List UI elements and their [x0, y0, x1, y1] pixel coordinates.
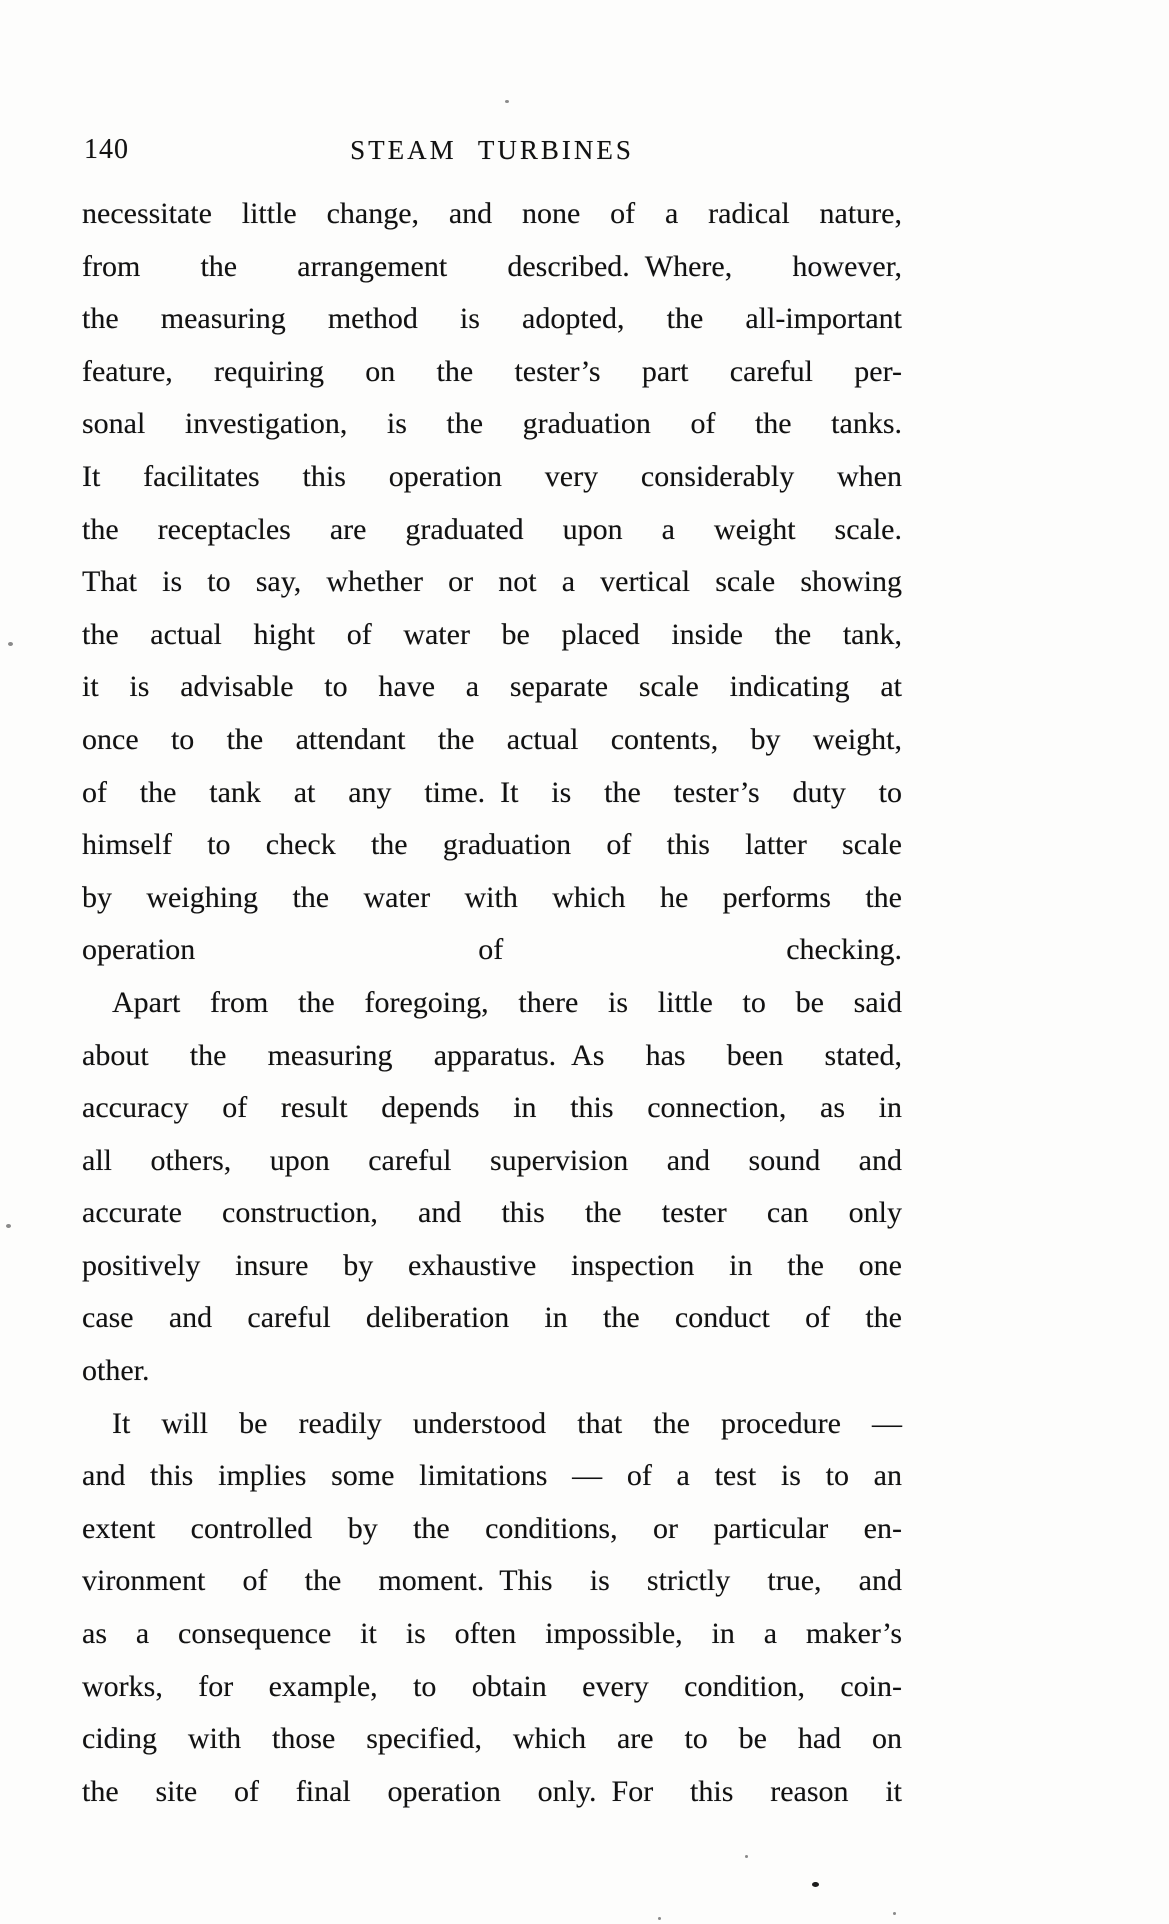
text-line: the measuring method is adopted, the all-important	[82, 302, 902, 336]
text-line: positively insure by exhaustive inspection in the one	[82, 1248, 902, 1282]
page-number: 140	[84, 134, 129, 165]
text-line: the receptacles are graduated upon a weight scale.	[82, 512, 902, 546]
text-line: works, for example, to obtain every condition, coin-	[82, 1669, 902, 1703]
text-line: once to the attendant the actual contents, by weight,	[82, 722, 902, 756]
text-line: necessitate little change, and none of a radical nature,	[82, 197, 902, 230]
scan-speck	[893, 1912, 896, 1915]
text-line: accuracy of result depends in this connection, as in	[82, 1091, 902, 1125]
text-line: accurate construction, and this the tester can only	[82, 1196, 902, 1230]
scan-speck	[6, 1224, 11, 1228]
text-line: other.	[82, 1354, 150, 1388]
text-line: Apart from the foregoing, there is little to be said	[112, 985, 902, 1019]
text-line: That is to say, whether or not a vertical scale showing	[82, 565, 902, 599]
scan-speck	[658, 1917, 661, 1920]
text-line: ciding with those specified, which are to be had on	[82, 1722, 902, 1756]
text-line: about the measuring apparatus. As has been stated,	[82, 1038, 902, 1072]
text-line: vironment of the moment. This is strictly true, and	[82, 1564, 902, 1598]
text-line: the site of final operation only. For this reason it	[82, 1774, 902, 1808]
text-line: the actual hight of water be placed inside the tank,	[82, 617, 902, 651]
text-line: operation of checking.	[82, 933, 902, 967]
scan-speck	[505, 100, 509, 103]
scan-speck	[745, 1855, 748, 1858]
text-line: of the tank at any time. It is the tester’s duty to	[82, 775, 902, 809]
text-line: case and careful deliberation in the conduct of the	[82, 1301, 902, 1335]
text-line: and this implies some limitations — of a test is to an	[82, 1459, 902, 1493]
text-line: by weighing the water with which he performs the	[82, 880, 902, 914]
page-header	[82, 134, 902, 168]
text-line: himself to check the graduation of this latter scale	[82, 828, 902, 862]
scan-speck	[812, 1882, 819, 1887]
text-line: all others, upon careful supervision and sound and	[82, 1143, 902, 1177]
text-line: It facilitates this operation very considerably when	[82, 459, 902, 493]
text-line: extent controlled by the conditions, or particular en-	[82, 1511, 902, 1545]
text-block	[82, 188, 902, 1818]
text-line: it is advisable to have a separate scale indicating at	[82, 670, 902, 704]
scan-speck	[8, 642, 13, 646]
text-line: It will be readily understood that the procedure —	[112, 1406, 902, 1440]
text-line: from the arrangement described. Where, however,	[82, 249, 902, 283]
text-line: feature, requiring on the tester’s part careful per-	[82, 354, 902, 388]
text-line: sonal investigation, is the graduation of the tanks.	[82, 407, 902, 441]
running-head-title: STEAM TURBINES	[350, 135, 634, 165]
text-line: as a consequence it is often impossible, in a maker’s	[82, 1617, 902, 1651]
